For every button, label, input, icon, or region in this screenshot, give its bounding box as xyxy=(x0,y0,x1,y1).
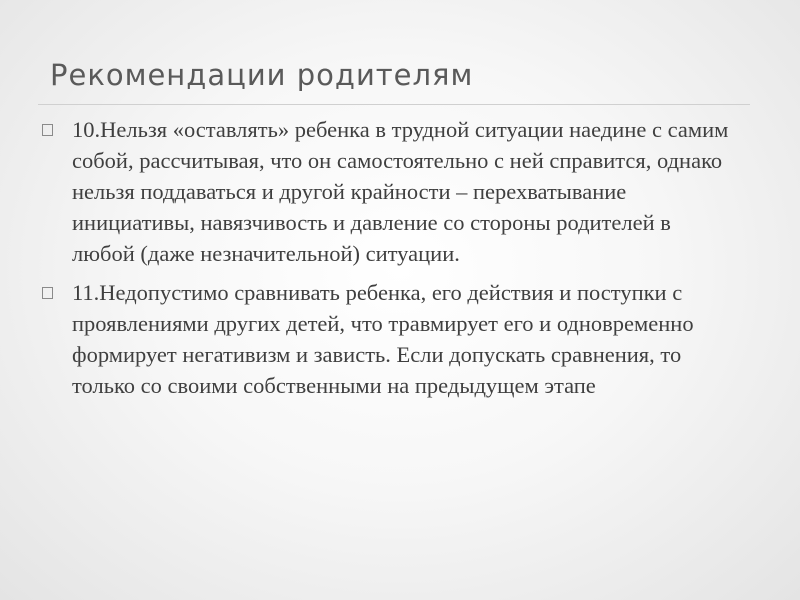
square-bullet-icon xyxy=(42,287,53,299)
bullet-list xyxy=(38,114,738,409)
bullet-text: 10.Нельзя «оставлять» ребенка в трудной ситуации наедине с самим собой, рассчитывая, что он самостоятельно с ней справится, однако нельзя поддаваться и другой крайности – перехватывание инициативы, навязчивость и давление со стороны родителей в любой (даже незначительной) ситуации. xyxy=(72,117,729,266)
bullet-item-11 xyxy=(38,277,738,401)
square-bullet-icon xyxy=(42,124,53,136)
slide-title: Рекомендации родителям xyxy=(50,58,474,92)
title-divider xyxy=(38,104,750,105)
bullet-item-10 xyxy=(38,114,738,269)
bullet-text: 11.Недопустимо сравнивать ребенка, его действия и поступки с проявлениями других детей, что травмирует его и одновременно формирует негативизм и зависть. Если допускать сравнения, то только со своими собственными на предыдущем этапе xyxy=(72,280,694,398)
